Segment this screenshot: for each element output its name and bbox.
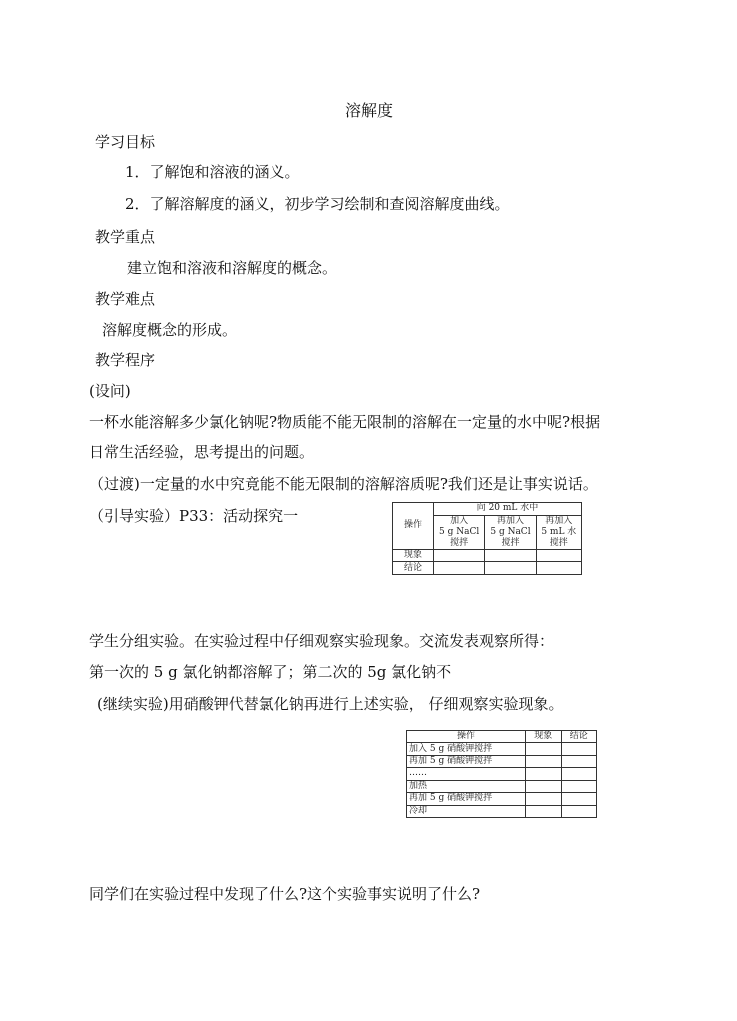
table-header: 向 20 mL 水中 (434, 503, 582, 516)
table-row (407, 793, 597, 805)
paragraph: (继续实验)用硝酸钾代替氯化钠再进行上述实验， 仔细观察实验现象。 (97, 695, 564, 713)
table-header: 操作 (407, 731, 526, 743)
table-row (407, 805, 597, 817)
table-cell: 现象 (393, 549, 434, 562)
table-cell: 再加 5 g 硝酸钾搅拌 (407, 755, 526, 767)
table-row (393, 549, 582, 562)
table-row (407, 755, 597, 767)
paragraph: (设问) (89, 382, 131, 400)
table-cell: …… (407, 768, 526, 780)
paragraph: （引导实验）P33：活动探究一 (89, 507, 299, 525)
table-header: 加入 5 g NaCl 搅拌 (434, 515, 485, 549)
heading-objectives: 学习目标 (95, 133, 156, 151)
table-cell: 冷却 (407, 805, 526, 817)
table-cell: 结论 (393, 562, 434, 575)
table-header: 再加入 5 mL 水 搅拌 (536, 515, 581, 549)
paragraph: 日常生活经验，思考提出的问题。 (89, 443, 315, 461)
table-header: 结论 (561, 731, 597, 743)
heading-procedure: 教学程序 (95, 351, 156, 369)
heading-difficulties: 教学难点 (95, 290, 156, 308)
table-cell: 再加 5 g 硝酸钾搅拌 (407, 793, 526, 805)
key-point-text: 建立饱和溶液和溶解度的概念。 (127, 259, 338, 277)
table-header: 再加入 5 g NaCl 搅拌 (485, 515, 536, 549)
objective-item: 2．了解溶解度的涵义，初步学习绘制和查阅溶解度曲线。 (125, 195, 510, 213)
paragraph: 学生分组实验。在实验过程中仔细观察实验现象。交流发表观察所得： (89, 632, 555, 650)
paragraph: 第一次的 5 g 氯化钠都溶解了；第二次的 5g 氯化钠不 (89, 663, 452, 681)
table-row (407, 780, 597, 792)
difficulty-text: 溶解度概念的形成。 (102, 321, 238, 339)
table-cell: 加热 (407, 780, 526, 792)
page-title: 溶解度 (345, 101, 394, 120)
experiment-table-1 (392, 502, 582, 575)
objective-item: 1．了解饱和溶液的涵义。 (125, 163, 300, 181)
paragraph: 同学们在实验过程中发现了什么?这个实验事实说明了什么? (89, 885, 481, 903)
paragraph: （过渡)一定量的水中究竟能不能无限制的溶解溶质呢?我们还是让事实说话。 (89, 475, 598, 493)
table-row (407, 743, 597, 755)
table-header: 操作 (393, 503, 434, 550)
paragraph: 一杯水能溶解多少氯化钠呢?物质能不能无限制的溶解在一定量的水中呢?根据 (89, 413, 601, 431)
heading-key-points: 教学重点 (95, 228, 156, 246)
experiment-table-2 (406, 730, 597, 818)
table-cell: 加入 5 g 硝酸钾搅拌 (407, 743, 526, 755)
table-header: 现象 (526, 731, 562, 743)
table-row (407, 768, 597, 780)
table-row (393, 562, 582, 575)
